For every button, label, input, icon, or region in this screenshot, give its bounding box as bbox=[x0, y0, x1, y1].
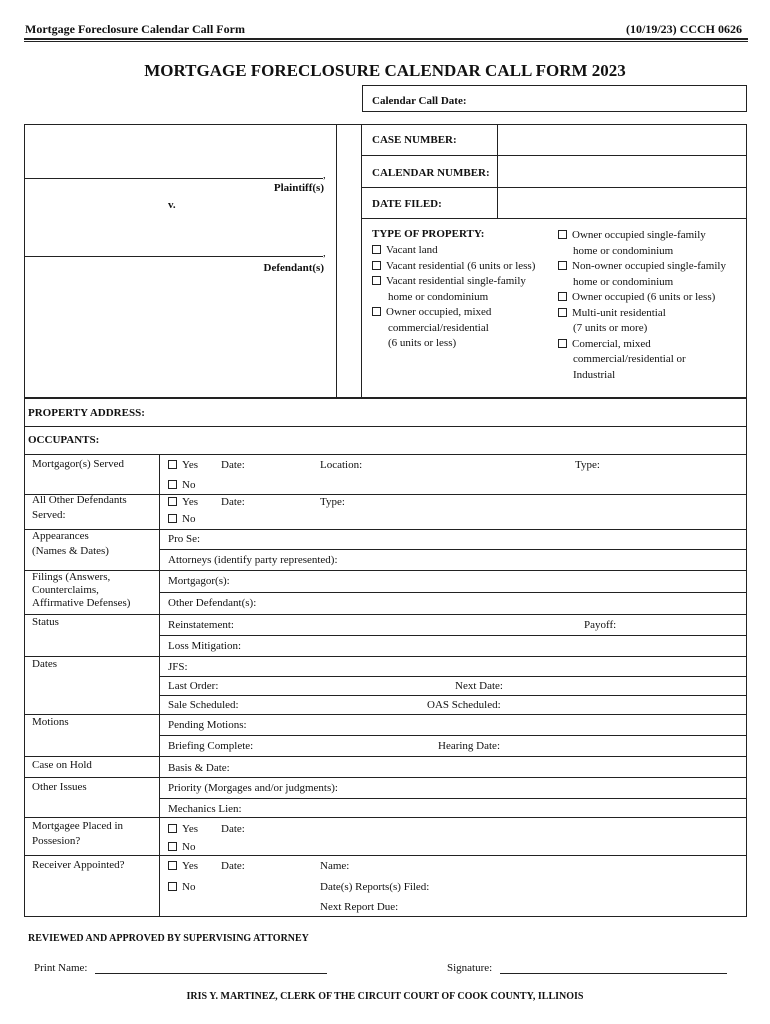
option-label-cont: home or condominium bbox=[573, 244, 674, 257]
calendar-call-date-label: Calendar Call Date: bbox=[372, 95, 467, 107]
date-filed-input[interactable] bbox=[499, 190, 745, 217]
property-option[interactable] bbox=[558, 337, 726, 353]
option-label: Owner occupied single-family bbox=[572, 229, 706, 241]
grid-line bbox=[160, 695, 747, 696]
grid-line bbox=[24, 614, 747, 615]
checkbox[interactable] bbox=[168, 861, 177, 870]
grid-line bbox=[24, 817, 747, 818]
filings-line: Filings (Answers, bbox=[32, 571, 111, 583]
grid-line bbox=[24, 570, 747, 571]
receiver-name-label: Name: bbox=[320, 860, 350, 872]
header-rule-thin bbox=[24, 41, 748, 42]
checkbox[interactable] bbox=[372, 261, 381, 270]
option-label-cont: commercial/residential bbox=[388, 321, 489, 334]
property-type-heading: TYPE OF PROPERTY: bbox=[372, 228, 485, 240]
sale-scheduled-label: Sale Scheduled: bbox=[168, 699, 239, 711]
grid-line bbox=[361, 155, 747, 156]
date-label: Date: bbox=[221, 823, 245, 835]
yes-label: Yes bbox=[182, 860, 199, 872]
checkbox[interactable] bbox=[558, 261, 567, 270]
date-label: Date: bbox=[221, 496, 245, 508]
property-type-left-list bbox=[372, 243, 535, 352]
motions-label: Motions bbox=[32, 716, 69, 728]
caption-divider-2 bbox=[361, 124, 362, 398]
mortgagee-possession-yes[interactable] bbox=[168, 823, 198, 835]
other-defendants-label: All Other Defendants bbox=[32, 494, 127, 506]
option-label: Comercial, mixed bbox=[572, 337, 651, 350]
jfs-label: JFS: bbox=[168, 661, 188, 673]
pending-motions-label: Pending Motions: bbox=[168, 719, 247, 731]
defendant-comma: , bbox=[323, 247, 326, 259]
signature-label: Signature: bbox=[447, 962, 493, 974]
mechanics-lien-label: Mechanics Lien: bbox=[168, 803, 242, 815]
page-title: MORTGAGE FORECLOSURE CALENDAR CALL FORM 2023 bbox=[144, 61, 626, 80]
option-label: Owner occupied (6 units or less) bbox=[572, 291, 716, 303]
grid-line bbox=[159, 454, 160, 917]
date-label: Date: bbox=[221, 860, 245, 872]
checkbox[interactable] bbox=[372, 307, 381, 316]
checkbox[interactable] bbox=[168, 514, 177, 523]
option-label-cont: home or condominium bbox=[573, 275, 674, 288]
property-option[interactable] bbox=[558, 306, 726, 322]
other-issues-label: Other Issues bbox=[32, 781, 87, 793]
mortgagor-served-label: Mortgagor(s) Served bbox=[32, 458, 124, 470]
property-option[interactable] bbox=[372, 259, 535, 275]
no-label: No bbox=[182, 881, 196, 893]
option-label: Owner occupied, mixed bbox=[386, 306, 492, 318]
checkbox[interactable] bbox=[558, 339, 567, 348]
appearances-label: Appearances bbox=[32, 530, 89, 542]
checkbox[interactable] bbox=[168, 497, 177, 506]
grid-line bbox=[24, 529, 747, 530]
grid-line bbox=[361, 218, 747, 219]
reviewed-heading: REVIEWED AND APPROVED BY SUPERVISING ATTORNEY bbox=[28, 933, 309, 944]
details-table bbox=[24, 398, 747, 917]
clerk-footer: IRIS Y. MARTINEZ, CLERK OF THE CIRCUIT COURT OF COOK COUNTY, ILLINOIS bbox=[186, 991, 584, 1002]
receiver-appointed-yes[interactable] bbox=[168, 860, 198, 872]
property-option[interactable] bbox=[558, 228, 726, 244]
receiver-appointed-label: Receiver Appointed? bbox=[32, 859, 125, 871]
mortgagee-possession-label-2: Possesion? bbox=[32, 835, 81, 847]
header-form-code: (10/19/23) CCCH 0626 bbox=[626, 22, 742, 36]
grid-line bbox=[24, 426, 747, 427]
option-label-cont: (7 units or more) bbox=[573, 322, 648, 334]
property-option[interactable] bbox=[372, 305, 535, 321]
dates-label: Dates bbox=[32, 658, 58, 670]
loss-mitigation-label: Loss Mitigation: bbox=[168, 640, 242, 652]
reinstatement-label: Reinstatement: bbox=[168, 619, 234, 631]
yes-label: Yes bbox=[182, 459, 199, 471]
other-defendants-no[interactable] bbox=[168, 513, 195, 525]
no-label: No bbox=[182, 513, 196, 525]
occupants-input[interactable] bbox=[112, 429, 745, 453]
option-label: Non-owner occupied single-family bbox=[572, 260, 726, 272]
hearing-date-label: Hearing Date: bbox=[438, 740, 500, 752]
mortgagee-possession-no[interactable] bbox=[168, 841, 195, 853]
last-order-label: Last Order: bbox=[168, 680, 219, 692]
other-defendants-yes[interactable] bbox=[168, 496, 198, 508]
checkbox[interactable] bbox=[168, 842, 177, 851]
mortgagee-possession-label: Mortgagee Placed in bbox=[32, 820, 124, 832]
attorneys-label: Attorneys (identify party represented): bbox=[168, 554, 338, 566]
grid-line bbox=[24, 756, 747, 757]
property-option[interactable] bbox=[558, 290, 726, 306]
filings-line: Counterclaims, bbox=[32, 584, 99, 596]
priority-label: Priority (Morgages and/or judgments): bbox=[168, 782, 338, 794]
checkbox[interactable] bbox=[168, 460, 177, 469]
calendar-number-input[interactable] bbox=[499, 158, 745, 186]
plaintiff-label: Plaintiff(s) bbox=[273, 182, 324, 194]
pro-se-label: Pro Se: bbox=[168, 533, 201, 545]
other-defendants-label-2: Served: bbox=[32, 509, 66, 521]
defendant-label: Defendant(s) bbox=[263, 262, 324, 274]
grid-line bbox=[160, 549, 747, 550]
checkbox[interactable] bbox=[558, 292, 567, 301]
briefing-complete-label: Briefing Complete: bbox=[168, 740, 254, 752]
no-label: No bbox=[182, 479, 196, 491]
option-label: Vacant residential (6 units or less) bbox=[386, 259, 536, 272]
header-form-name: Mortgage Foreclosure Calendar Call Form bbox=[25, 22, 245, 36]
checkbox[interactable] bbox=[372, 245, 381, 254]
grid-line bbox=[24, 454, 747, 455]
option-label-cont: commercial/residential or bbox=[573, 353, 686, 365]
property-address-label: PROPERTY ADDRESS: bbox=[28, 407, 145, 419]
header-rule bbox=[24, 38, 748, 40]
filings-line: Affirmative Defenses) bbox=[32, 597, 131, 609]
plaintiff-line[interactable] bbox=[25, 178, 323, 179]
print-name-line[interactable] bbox=[95, 973, 327, 974]
option-label-cont: home or condominium bbox=[388, 290, 489, 303]
print-name-label: Print Name: bbox=[34, 962, 88, 974]
yes-label: Yes bbox=[182, 496, 199, 508]
case-on-hold-label: Case on Hold bbox=[32, 759, 92, 771]
yes-label: Yes bbox=[182, 823, 199, 835]
date-label: Date: bbox=[221, 459, 245, 471]
property-option[interactable] bbox=[372, 274, 535, 290]
type-label: Type: bbox=[320, 496, 345, 508]
mortgagor-served-no[interactable] bbox=[168, 479, 195, 491]
next-date-label: Next Date: bbox=[455, 680, 503, 692]
option-label-cont: Industrial bbox=[573, 368, 616, 381]
option-label-cont: (6 units or less) bbox=[388, 337, 457, 349]
defendant-line[interactable] bbox=[25, 256, 323, 257]
property-address-input[interactable] bbox=[160, 401, 745, 425]
grid-line bbox=[361, 187, 747, 188]
occupants-label: OCCUPANTS: bbox=[28, 434, 100, 446]
grid-line bbox=[24, 777, 747, 778]
property-option[interactable] bbox=[372, 243, 535, 259]
calendar-call-date-field[interactable] bbox=[362, 85, 747, 112]
basis-date-label: Basis & Date: bbox=[168, 762, 230, 774]
next-report-due-label: Next Report Due: bbox=[320, 901, 399, 913]
grid-line bbox=[24, 494, 747, 495]
grid-line bbox=[160, 676, 747, 677]
checkbox[interactable] bbox=[168, 882, 177, 891]
other-defendants-filings-label: Other Defendant(s): bbox=[168, 597, 257, 609]
grid-line bbox=[24, 855, 747, 856]
option-label: Vacant residential single-family bbox=[386, 275, 526, 287]
option-label: Multi-unit residential bbox=[572, 306, 666, 319]
payoff-label: Payoff: bbox=[584, 619, 617, 631]
mortgagor-served-yes[interactable] bbox=[168, 459, 198, 471]
grid-line bbox=[24, 656, 747, 657]
grid-line bbox=[160, 735, 747, 736]
oas-scheduled-label: OAS Scheduled: bbox=[427, 699, 501, 711]
option-label: Vacant land bbox=[386, 244, 438, 256]
signature-line[interactable] bbox=[500, 973, 727, 974]
property-option[interactable] bbox=[558, 259, 726, 275]
grid-line bbox=[160, 635, 747, 636]
location-label: Location: bbox=[320, 459, 363, 471]
plaintiff-comma: , bbox=[323, 169, 326, 181]
property-type-right-list bbox=[558, 228, 726, 383]
reports-filed-label: Date(s) Reports(s) Filed: bbox=[320, 881, 430, 893]
checkbox[interactable] bbox=[168, 480, 177, 489]
case-number-label: CASE NUMBER: bbox=[372, 134, 457, 146]
grid-line bbox=[160, 592, 747, 593]
grid-line bbox=[160, 798, 747, 799]
receiver-appointed-no[interactable] bbox=[168, 881, 195, 893]
grid-line bbox=[24, 714, 747, 715]
versus-label: v. bbox=[168, 199, 176, 211]
caption-divider bbox=[336, 124, 337, 398]
checkbox[interactable] bbox=[558, 230, 567, 239]
checkbox[interactable] bbox=[372, 276, 381, 285]
checkbox[interactable] bbox=[558, 308, 567, 317]
filings-label bbox=[32, 571, 130, 610]
case-number-input[interactable] bbox=[499, 127, 745, 154]
calendar-number-label: CALENDAR NUMBER: bbox=[372, 167, 490, 179]
type-label: Type: bbox=[575, 459, 600, 471]
checkbox[interactable] bbox=[168, 824, 177, 833]
date-filed-label: DATE FILED: bbox=[372, 198, 442, 210]
no-label: No bbox=[182, 841, 196, 853]
status-label: Status bbox=[32, 616, 59, 628]
appearances-label-2: (Names & Dates) bbox=[32, 545, 109, 557]
mortgagors-label: Mortgagor(s): bbox=[168, 575, 230, 587]
